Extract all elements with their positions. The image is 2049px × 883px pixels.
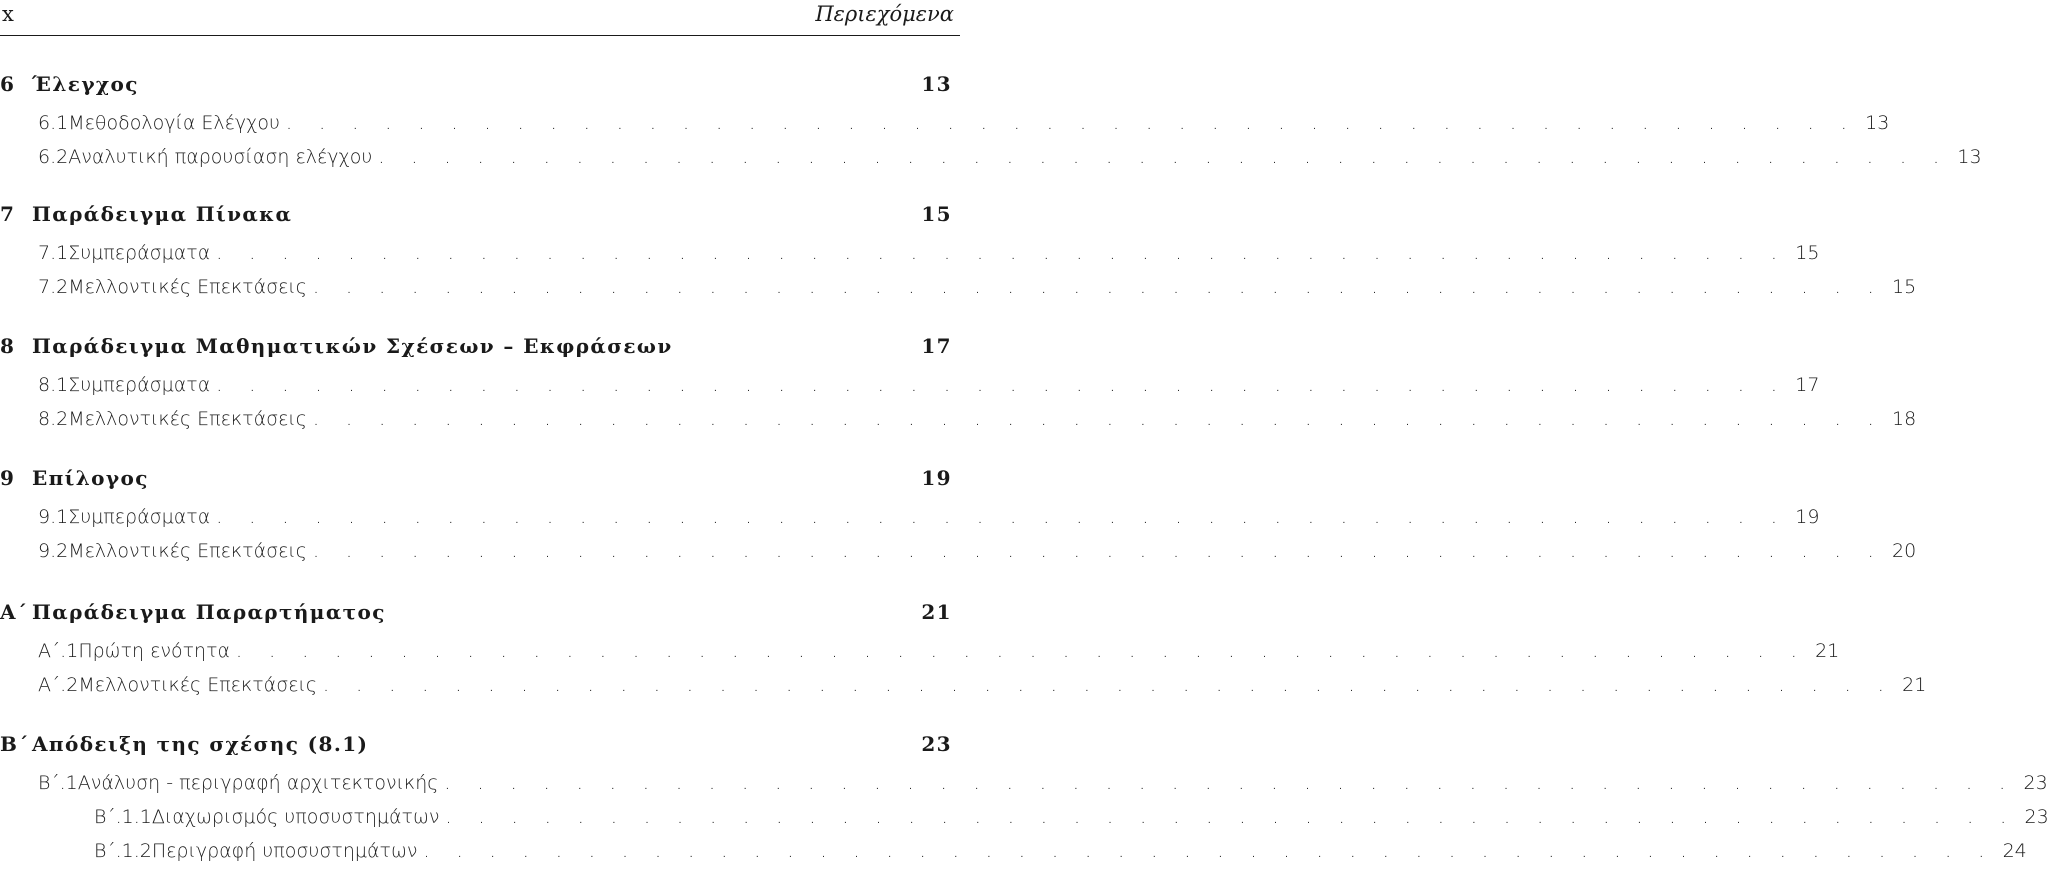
dot-leader: . . . . . . . . . . . . . . . . . . . . . . . . . . . . . . . . . . . . . . . . . . . . . . . . bbox=[445, 806, 2017, 828]
toc-section-row[interactable] bbox=[0, 640, 1840, 670]
section-page-number: 15 bbox=[1892, 276, 1917, 298]
section-page-number: 23 bbox=[2024, 806, 2049, 828]
dot-leader: . . . . . . . . . . . . . . . . . . . . . . . . . . . . . . . . . . . . . . . . . . . . . . . . bbox=[378, 146, 1950, 168]
toc-section-row[interactable] bbox=[0, 674, 1927, 704]
dot-leader: . . . . . . . . . . . . . . . . . . . . . . . . . . . . . . . . . . . . . . . . . . . . . . . . bbox=[312, 408, 1885, 430]
toc-section-row[interactable] bbox=[0, 146, 1982, 176]
chapter-title: Παράδειγμα Μαθηματικών Σχέσεων – Εκφράσεων bbox=[32, 334, 673, 358]
toc-section-row[interactable] bbox=[0, 276, 1917, 306]
toc-section-row[interactable] bbox=[0, 840, 2027, 870]
section-number: Α΄.1 bbox=[38, 640, 79, 662]
section-number: Α΄.2 bbox=[38, 674, 79, 696]
dot-leader: . . . . . . . . . . . . . . . . . . . . . . . . . . . . . . . . . . . . . . . . . . . . . . . . bbox=[312, 540, 1885, 562]
chapter-number: Α΄ bbox=[0, 600, 29, 624]
dot-leader: . . . . . . . . . . . . . . . . . . . . . . . . . . . . . . . . . . . . . . . . . . . . . . . . bbox=[286, 112, 1858, 134]
section-title: Μεθοδολογία Ελέγχου bbox=[68, 112, 281, 134]
section-title: Συμπεράσματα bbox=[68, 374, 211, 396]
section-title: Διαχωρισμός υποσυστημάτων bbox=[151, 806, 440, 828]
section-number: 9.1 bbox=[38, 506, 69, 528]
chapter-page-number: 15 bbox=[921, 202, 952, 226]
chapter-page-number: 13 bbox=[921, 72, 952, 96]
chapter-number: Β΄ bbox=[0, 732, 30, 756]
section-number: 8.2 bbox=[38, 408, 69, 430]
chapter-page-number: 19 bbox=[921, 466, 952, 490]
chapter-page-number: 21 bbox=[921, 600, 952, 624]
section-title: Περιγραφή υποσυστημάτων bbox=[151, 840, 418, 862]
chapter-number: 9 bbox=[0, 466, 16, 490]
section-page-number: 21 bbox=[1902, 674, 1927, 696]
section-title: Μελλοντικές Επεκτάσεις bbox=[68, 540, 307, 562]
section-number: 6.1 bbox=[38, 112, 69, 134]
chapter-page-number: 17 bbox=[921, 334, 952, 358]
running-header bbox=[0, 0, 960, 40]
toc-section-row[interactable] bbox=[0, 408, 1917, 438]
chapter-number: 8 bbox=[0, 334, 16, 358]
toc-section-row[interactable] bbox=[0, 374, 1820, 404]
toc-chapter-row[interactable] bbox=[0, 466, 952, 496]
chapter-title: Παράδειγμα Παραρτήματος bbox=[32, 600, 386, 624]
chapter-title: Έλεγχος bbox=[32, 72, 139, 96]
chapter-title: Επίλογος bbox=[32, 466, 149, 490]
dot-leader: . . . . . . . . . . . . . . . . . . . . . . . . . . . . . . . . . . . . . . . . . . . . . . . . bbox=[216, 374, 1788, 396]
section-title: Μελλοντικές Επεκτάσεις bbox=[78, 674, 318, 696]
toc-section-row[interactable] bbox=[0, 112, 1890, 142]
toc-chapter-row[interactable] bbox=[0, 72, 952, 102]
section-title: Μελλοντικές Επεκτάσεις bbox=[68, 276, 307, 298]
section-number: 6.2 bbox=[38, 146, 69, 168]
dot-leader: . . . . . . . . . . . . . . . . . . . . . . . . . . . . . . . . . . . . . . . . . . . . . . . . bbox=[216, 242, 1788, 264]
toc-chapter-row[interactable] bbox=[0, 202, 952, 232]
dot-leader: . . . . . . . . . . . . . . . . . . . . . . . . . . . . . . . . . . . . . . . . . . . . . . . . bbox=[323, 674, 1895, 696]
section-page-number: 19 bbox=[1795, 506, 1820, 528]
chapter-title: Απόδειξη της σχέσης (8.1) bbox=[32, 732, 369, 756]
chapter-number: 7 bbox=[0, 202, 16, 226]
dot-leader: . . . . . . . . . . . . . . . . . . . . . . . . . . . . . . . . . . . . . . . . . . . . . . . . bbox=[236, 640, 1808, 662]
section-number: 7.1 bbox=[38, 242, 69, 264]
section-page-number: 21 bbox=[1815, 640, 1840, 662]
section-title: Μελλοντικές Επεκτάσεις bbox=[68, 408, 307, 430]
toc-section-row[interactable] bbox=[0, 506, 1820, 536]
header-page-number: x bbox=[2, 2, 14, 26]
toc-section-row[interactable] bbox=[0, 806, 2049, 836]
section-page-number: 23 bbox=[2023, 772, 2048, 794]
chapter-title: Παράδειγμα Πίνακα bbox=[32, 202, 293, 226]
dot-leader: . . . . . . . . . . . . . . . . . . . . . . . . . . . . . . . . . . . . . . . . . . . . . . . . bbox=[312, 276, 1885, 298]
chapter-number: 6 bbox=[0, 72, 16, 96]
toc-section-row[interactable] bbox=[0, 540, 1917, 570]
section-title: Ανάλυση - περιγραφή αρχιτεκτονικής bbox=[77, 772, 439, 794]
section-page-number: 24 bbox=[2002, 840, 2027, 862]
section-page-number: 15 bbox=[1795, 242, 1820, 264]
section-title: Συμπεράσματα bbox=[68, 506, 211, 528]
section-page-number: 18 bbox=[1892, 408, 1917, 430]
chapter-page-number: 23 bbox=[921, 732, 952, 756]
section-number: Β΄.1.1 bbox=[94, 806, 152, 828]
section-title: Συμπεράσματα bbox=[68, 242, 211, 264]
toc-chapter-row[interactable] bbox=[0, 334, 952, 364]
section-number: 7.2 bbox=[38, 276, 69, 298]
header-rule bbox=[0, 35, 960, 36]
section-page-number: 20 bbox=[1892, 540, 1917, 562]
toc-section-row[interactable] bbox=[0, 242, 1820, 272]
section-page-number: 13 bbox=[1865, 112, 1890, 134]
section-number: Β΄.1 bbox=[38, 772, 78, 794]
section-page-number: 17 bbox=[1795, 374, 1820, 396]
toc-chapter-row[interactable] bbox=[0, 732, 952, 762]
dot-leader: . . . . . . . . . . . . . . . . . . . . . . . . . . . . . . . . . . . . . . . . . . . . . . . . bbox=[216, 506, 1788, 528]
dot-leader: . . . . . . . . . . . . . . . . . . . . . . . . . . . . . . . . . . . . . . . . . . . . . . . . bbox=[444, 772, 2016, 794]
header-section-title: Περιεχόμενα bbox=[815, 2, 954, 26]
toc-section-row[interactable] bbox=[0, 772, 2048, 802]
toc-chapter-row[interactable] bbox=[0, 600, 952, 630]
dot-leader: . . . . . . . . . . . . . . . . . . . . . . . . . . . . . . . . . . . . . . . . . . . . . . . . bbox=[423, 840, 1995, 862]
section-number: 9.2 bbox=[38, 540, 69, 562]
section-page-number: 13 bbox=[1957, 146, 1982, 168]
section-number: Β΄.1.2 bbox=[94, 840, 152, 862]
section-title: Πρώτη ενότητα bbox=[78, 640, 231, 662]
section-number: 8.1 bbox=[38, 374, 69, 396]
section-title: Αναλυτική παρουσίαση ελέγχου bbox=[68, 146, 373, 168]
